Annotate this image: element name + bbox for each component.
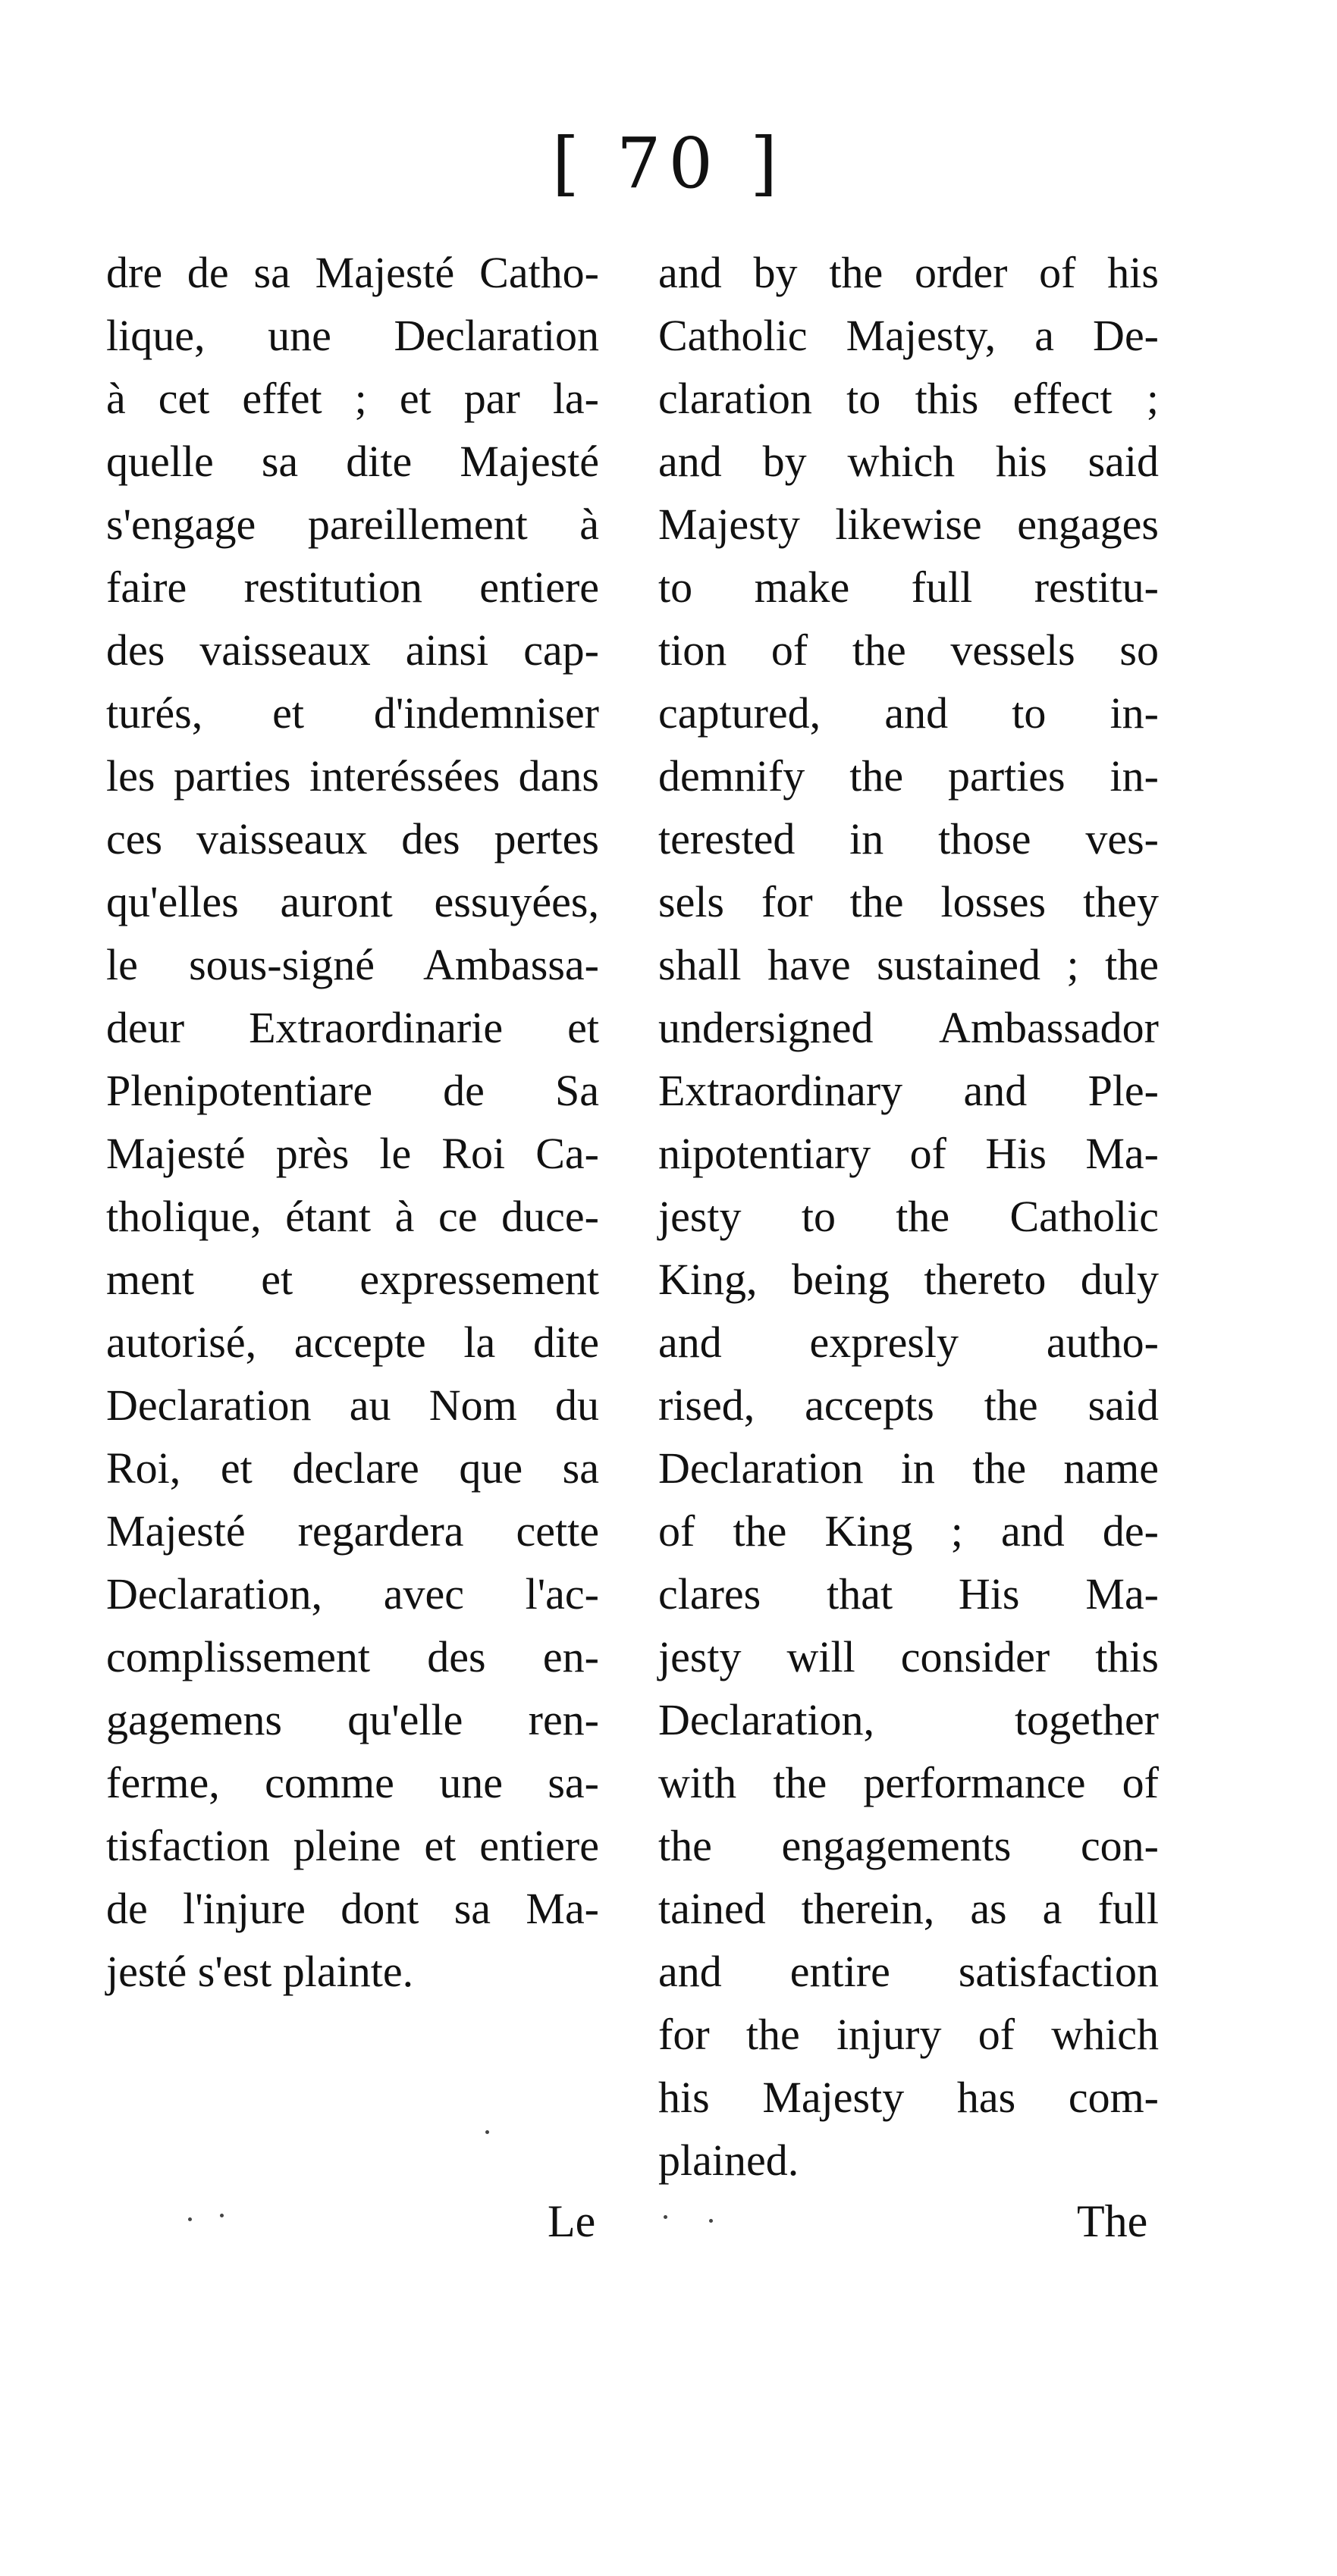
english-line: King, being thereto duly	[658, 1255, 1159, 1304]
print-speck	[709, 2219, 713, 2223]
english-line: rised, accepts the said	[658, 1380, 1159, 1430]
english-line: nipotentiary of His Ma-	[658, 1129, 1159, 1178]
english-line: Majesty likewise engages	[658, 500, 1159, 549]
english-line: and by the order of his	[658, 248, 1159, 297]
english-line: with the performance of	[658, 1758, 1159, 1807]
english-line: plained.	[658, 2136, 799, 2185]
french-line: ferme, comme une sa-	[106, 1758, 599, 1807]
french-line: jesté s'est plainte.	[106, 1947, 414, 1996]
english-column	[658, 241, 1159, 2192]
french-catchword: Le	[548, 2196, 596, 2246]
english-line: Declaration in the name	[658, 1443, 1159, 1493]
french-line: les parties interéssées dans	[106, 751, 599, 801]
french-line: ces vaisseaux des pertes	[106, 814, 599, 863]
french-line: complissement des en-	[106, 1632, 599, 1681]
english-line: and expresly autho-	[658, 1318, 1159, 1367]
french-line: faire restitution entiere	[106, 563, 599, 612]
english-catchword: The	[1077, 2196, 1148, 2246]
english-line: shall have sustained ; the	[658, 940, 1159, 989]
french-column	[106, 241, 599, 2003]
english-line: clares that His Ma-	[658, 1569, 1159, 1619]
english-line: sels for the losses they	[658, 877, 1159, 926]
french-line: le sous-signé Ambassa-	[106, 940, 599, 989]
french-line: qu'elles auront essuyées,	[106, 877, 599, 926]
english-line: Declaration, together	[658, 1695, 1159, 1744]
french-line: Majesté regardera cette	[106, 1506, 599, 1556]
english-line: undersigned Ambassador	[658, 1003, 1159, 1052]
english-line: to make full restitu-	[658, 563, 1159, 612]
french-line: autorisé, accepte la dite	[106, 1318, 599, 1367]
english-line: jesty will consider this	[658, 1632, 1159, 1681]
french-line: Roi, et declare que sa	[106, 1443, 599, 1493]
french-line: dre de sa Majesté Catho-	[106, 248, 599, 297]
french-line: deur Extraordinarie et	[106, 1003, 599, 1052]
french-line: turés, et d'indemniser	[106, 688, 599, 738]
english-line: and by which his said	[658, 437, 1159, 486]
print-speck	[664, 2215, 667, 2219]
english-line: for the injury of which	[658, 2010, 1159, 2059]
page-number-header: [ 70 ]	[551, 123, 786, 204]
french-line: Plenipotentiare de Sa	[106, 1066, 599, 1115]
french-line: s'engage pareillement à	[106, 500, 599, 549]
english-line: and entire satisfaction	[658, 1947, 1159, 1996]
french-line: de l'injure dont sa Ma-	[106, 1884, 599, 1933]
french-line: gagemens qu'elle ren-	[106, 1695, 599, 1744]
french-line: tisfaction pleine et entiere	[106, 1821, 599, 1870]
english-line: terested in those ves-	[658, 814, 1159, 863]
english-line: Extraordinary and Ple-	[658, 1066, 1159, 1115]
print-speck	[188, 2217, 192, 2221]
french-line: des vaisseaux ainsi cap-	[106, 625, 599, 675]
french-line: ment et expressement	[106, 1255, 599, 1304]
french-line: Declaration au Nom du	[106, 1380, 599, 1430]
french-line: Majesté près le Roi Ca-	[106, 1129, 599, 1178]
english-line: demnify the parties in-	[658, 751, 1159, 801]
french-line: quelle sa dite Majesté	[106, 437, 599, 486]
english-line: tained therein, as a full	[658, 1884, 1159, 1933]
english-line: the engagements con-	[658, 1821, 1159, 1870]
english-line: his Majesty has com-	[658, 2073, 1159, 2122]
english-line: claration to this effect ;	[658, 374, 1159, 423]
english-line: tion of the vessels so	[658, 625, 1159, 675]
french-line: à cet effet ; et par la-	[106, 374, 599, 423]
english-line: jesty to the Catholic	[658, 1192, 1159, 1241]
print-speck	[485, 2130, 489, 2134]
french-line: tholique, étant à ce duce-	[106, 1192, 599, 1241]
english-line: Catholic Majesty, a De-	[658, 311, 1159, 360]
english-line: captured, and to in-	[658, 688, 1159, 738]
french-line: lique, une Declaration	[106, 311, 599, 360]
english-line: of the King ; and de-	[658, 1506, 1159, 1556]
print-speck	[220, 2214, 224, 2217]
french-line: Declaration, avec l'ac-	[106, 1569, 599, 1619]
